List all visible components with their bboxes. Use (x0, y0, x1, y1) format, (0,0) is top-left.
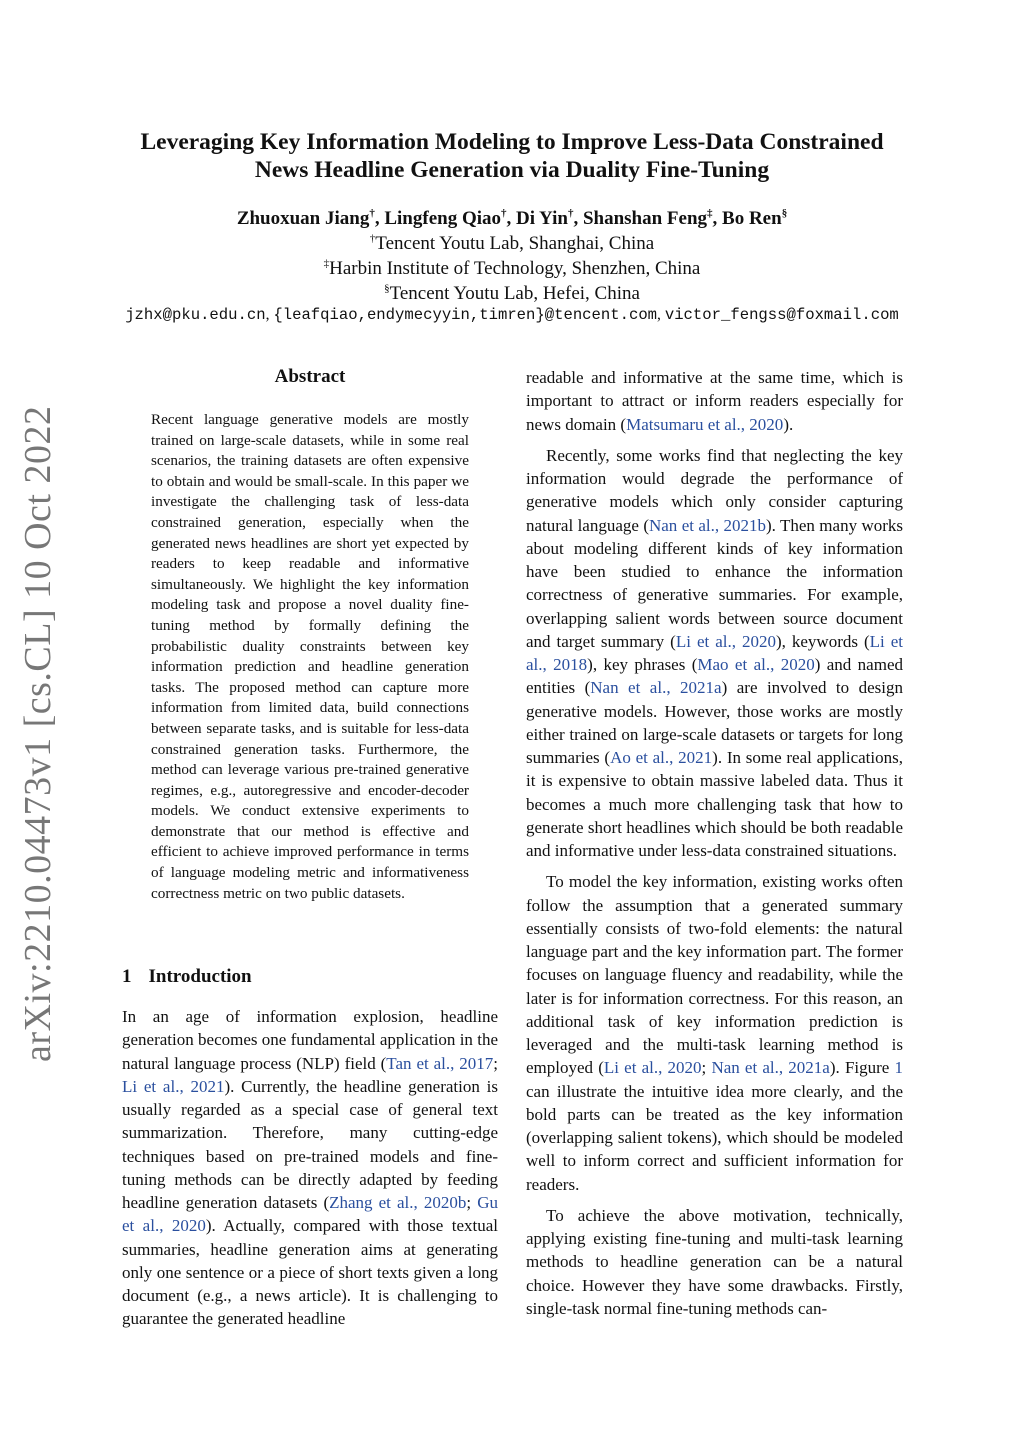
author-list: Zhuoxuan Jiang†, Lingfeng Qiao†, Di Yin†, Shanshan Feng‡, Bo Ren§ (236, 207, 788, 229)
citation-link[interactable]: Nan et al., 2021b (648, 515, 766, 535)
citation-link[interactable]: Mao et al., 2020 (697, 655, 815, 674)
author-name: Lingfeng Qiao (384, 208, 502, 229)
affiliation: §Tencent Youtu Lab, Hefei, China (384, 282, 640, 304)
citation-link[interactable]: Li et al., 2020 (675, 631, 776, 651)
author-affiliation-mark: † (567, 207, 574, 220)
affiliation: ‡Harbin Institute of Technology, Shenzhen, China (323, 257, 701, 279)
email-line: jzhx@pku.edu.cn, {leafqiao,endymecyyin,timren}@tencent.com, victor_fengss@foxmail.com (125, 306, 899, 324)
citation-link[interactable]: Nan et al., 2021a (590, 678, 722, 698)
citation-link[interactable]: Li et al., 2018 (526, 631, 903, 674)
body-paragraph: To achieve the above motivation, technically, applying existing fine-tuning and multi-task learning methods to headline generation can be a natural choice. However they have some drawbacks. Firstly, single-task normal fine-tuning methods can- (526, 1205, 903, 1318)
email-address[interactable]: jzhx@pku.edu.cn (125, 306, 266, 324)
citation-link[interactable]: Li et al., 2020 (603, 1058, 702, 1078)
affiliation: †Tencent Youtu Lab, Shanghai, China (369, 232, 655, 254)
affiliation-list (80, 231, 944, 306)
body-paragraph: Recently, some works find that neglecting the key information would degrade the performance of generative models which only consider capturing natural language (Nan et al., 2021b). Then many works about modeling different kinds of key information have been studied to enhance the information correctness of generative summaries. For example, overlapping salient words between source document and target summary (Li et al., 2020), keywords (Li et al., 2018), key phrases (Mao et al., 2020) and named entities (Nan et al., 2021a) are involved to design generative models. However, those works are mostly either trained on large-scale datasets or targets for long summaries (Ao et al., 2021). In some real applications, it is expensive to obtain massive labeled data. Thus it becomes a much more challenging task that how to generate short headlines which should be both readable and informative under less-data constrained situations. (526, 445, 904, 860)
author-name: Shanshan Feng (582, 208, 708, 229)
author-affiliation-mark: † (369, 207, 375, 220)
section-title: Introduction (148, 966, 252, 987)
author-name: Di Yin (516, 208, 568, 229)
citation-link[interactable]: 1 (894, 1058, 903, 1078)
title-line-1: Leveraging Key Information Modeling to Improve Less-Data Constrained (140, 129, 884, 155)
right-column-body (526, 366, 903, 1320)
arxiv-identifier-stamp: arXiv:2210.04473v1 [cs.CL] 10 Oct 2022 (17, 405, 59, 1062)
citation-link[interactable]: Zhang et al., 2020b (329, 1193, 467, 1212)
author-name: Zhuoxuan Jiang (236, 208, 370, 229)
email-address[interactable]: victor_fengss@foxmail.com (664, 306, 899, 324)
author-affiliation-mark: † (501, 207, 507, 220)
author-affiliation-mark: ‡ (707, 207, 713, 220)
body-paragraph: readable and informative at the same time, which is important to attract or inform readers especially for news domain (Matsumaru et al., 2020). (526, 368, 903, 434)
section-heading-introduction (122, 966, 252, 988)
left-column-body (122, 1005, 498, 1331)
citation-link[interactable]: Gu et al., 2020 (122, 1193, 498, 1236)
citation-link[interactable]: Li et al., 2021 (122, 1076, 225, 1096)
paper-title (80, 128, 944, 184)
author-block (80, 206, 944, 306)
abstract-heading: Abstract (274, 366, 346, 387)
citation-link[interactable]: Ao et al., 2021 (610, 748, 713, 767)
email-address[interactable]: {leafqiao,endymecyyin,timren}@tencent.com (273, 306, 658, 324)
body-paragraph: To model the key information, existing works often follow the assumption that a generated summary essentially consists of two-fold elements: the natural language part and the key information part. The former focuses on language fluency and readability, while the later is for information correctness. For this reason, an additional task of key information prediction is leveraged and the multi-task learning method is employed (Li et al., 2020; Nan et al., 2021a). Figure 1 can illustrate the intuitive idea more clearly, and the bold parts can be treated as the key information (overlapping salient tokens), which should be modeled well to inform correct and sufficient information for readers. (526, 872, 903, 1194)
section-number: 1 (122, 966, 132, 987)
citation-link[interactable]: Matsumaru et al., 2020 (626, 414, 784, 434)
citation-link[interactable]: Nan et al., 2021a (711, 1058, 830, 1078)
citation-link[interactable]: Tan et al., 2017 (386, 1053, 494, 1073)
abstract-text: Recent language generative models are mostly trained on large-scale datasets, while in some real scenarios, the training datasets are often expensive to obtain and would be small-scale. In this paper we investigate the challenging task of less-data constrained generation, especially when the generated news headlines are short yet expected by readers to keep readable and informative simultaneously. We highlight the key information modeling task and propose a novel duality fine-tuning method by formally defining the probabilistic duality constraints between key information prediction and headline generation tasks. The proposed method can capture more information from limited data, build connections between separate tasks, and is suitable for less-data constrained generation tasks. Furthermore, the method can leverage various pre-trained generative regimes, e.g., autoregressive and encoder-decoder models. We conduct extensive experiments to demonstrate that our method is effective and efficient to achieve improved performance in terms of language modeling metric and informativeness correctness metric on two public datasets. (151, 411, 469, 902)
author-affiliation-mark: § (781, 207, 788, 220)
body-paragraph: In an age of information explosion, headline generation becomes one fundamental application in the natural language process (NLP) field (Tan et al., 2017; Li et al., 2021). Currently, the headline generation is usually regarded as a special case of general text summarization. Therefore, many cutting-edge techniques based on pre-trained models and fine-tuning methods can be directly adapted by feeding headline generation datasets (Zhang et al., 2020b; Gu et al., 2020). Actually, compared with those textual summaries, headline generation aims at generating only one sentence or a piece of short texts given a long document (e.g., a news article). It is challenging to guarantee the generated headline (122, 1007, 499, 1329)
author-name: Bo Ren (722, 208, 782, 229)
title-line-2: News Headline Generation via Duality Fine-Tuning (254, 157, 770, 183)
